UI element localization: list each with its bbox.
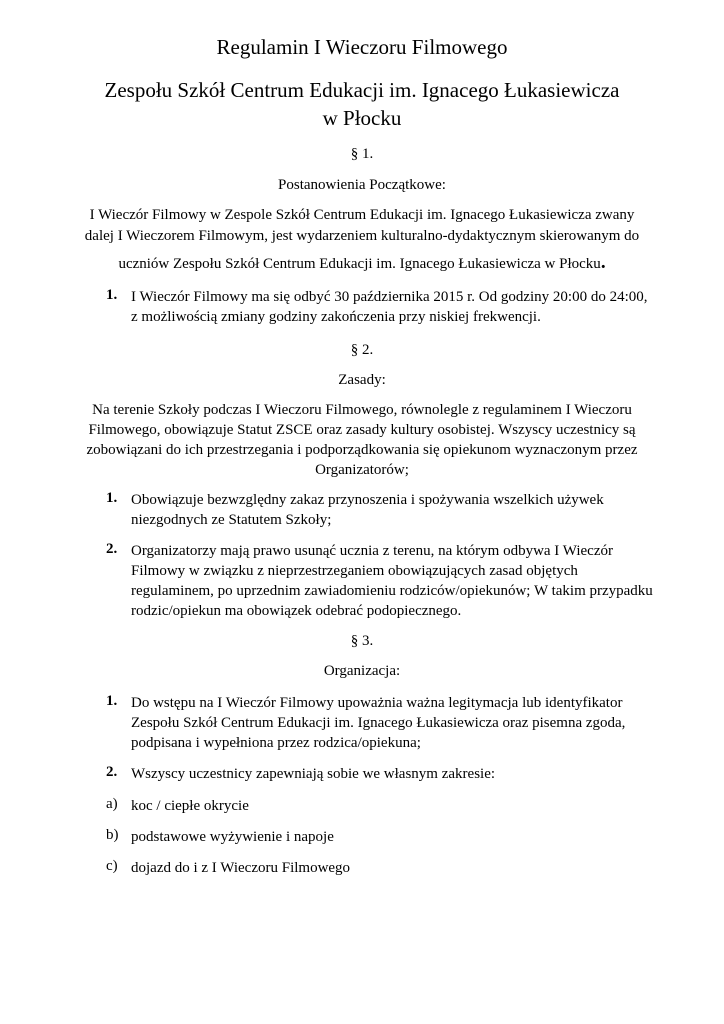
list-item	[131, 693, 625, 753]
list-item-line: Obowiązuje bezwzględny zakaz przynoszenia i spożywania wszelkich używek	[131, 492, 604, 508]
section-2-intro-line: zobowiązani do ich przestrzegania i podporządkowania się opiekunom wyznaczonym przez	[86, 442, 638, 458]
section-1-intro-period: .	[600, 252, 606, 273]
sublist-letter: a)	[106, 796, 118, 812]
sublist-letter: c)	[106, 858, 118, 874]
list-item-line: niezgodnych ze Statutem Szkoły;	[131, 512, 332, 528]
section-2-intro-line: Na terenie Szkoły podczas I Wieczoru Filmowego, równolegle z regulaminem I Wieczoru	[92, 402, 632, 418]
sublist-item: koc / ciepłe okrycie	[131, 798, 249, 814]
list-item-line: Zespołu Szkół Centrum Edukacji im. Ignacego Łukasiewicza oraz pisemna zgoda,	[131, 715, 626, 731]
list-item-line: z możliwością zmiany godziny zakończenia przy niskiej frekwencji.	[131, 309, 541, 325]
section-1-intro-line: I Wieczór Filmowy w Zespole Szkół Centrum Edukacji im. Ignacego Łukasiewicza zwany	[89, 207, 635, 223]
section-2-intro-line: Filmowego, obowiązuje Statut ZSCE oraz zasady kultury osobistej. Wszyscy uczestnicy są	[88, 422, 636, 438]
section-1-heading: Postanowienia Początkowe:	[278, 177, 446, 193]
document-title: Regulamin I Wieczoru Filmowego	[216, 35, 508, 59]
list-item	[131, 287, 648, 327]
list-number: 1.	[106, 490, 118, 506]
section-3-heading: Organizacja:	[323, 663, 401, 679]
list-item-line: Wszyscy uczestnicy zapewniają sobie we własnym zakresie:	[131, 766, 496, 782]
section-1-intro-line: dalej I Wieczorem Filmowym, jest wydarzeniem kulturalno-dydaktycznym skierowanym do	[84, 228, 640, 244]
list-item	[131, 764, 495, 784]
list-item-line: regulaminem, po uprzednim zawiadomieniu rodziców/opiekunów; W takim przypadku	[131, 583, 653, 599]
list-number: 2.	[106, 541, 118, 557]
list-item-line: Filmowy w związku z nieprzestrzeganiem obowiązujących zasad objętych	[131, 563, 578, 579]
section-2-symbol: § 2.	[350, 342, 374, 358]
sublist-letter: b)	[106, 827, 119, 843]
list-item	[131, 541, 653, 621]
list-number: 1.	[106, 287, 118, 303]
section-2-intro-line: Organizatorów;	[315, 462, 409, 478]
sublist-item: dojazd do i z I Wieczoru Filmowego	[131, 860, 351, 876]
section-1-intro-text: uczniów Zespołu Szkół Centrum Edukacji im. Ignacego Łukasiewicza w Płocku	[118, 256, 601, 272]
section-3-symbol: § 3.	[350, 633, 374, 649]
list-item-line: I Wieczór Filmowy ma się odbyć 30 października 2015 r. Od godziny 20:00 do 24:00,	[131, 289, 648, 305]
sublist-item: podstawowe wyżywienie i napoje	[131, 829, 334, 845]
section-2-heading: Zasady:	[338, 372, 386, 388]
list-item	[131, 490, 604, 530]
list-item-line: Organizatorzy mają prawo usunąć ucznia z terenu, na którym odbywa I Wieczór	[131, 543, 613, 559]
school-city: w Płocku	[322, 106, 402, 130]
list-item-line: rodzic/opiekun ma obowiązek odebrać podopiecznego.	[131, 603, 462, 619]
list-number: 2.	[106, 764, 118, 780]
list-item-line: podpisana i wypełniona przez rodzica/opiekuna;	[131, 735, 421, 751]
list-item-line: Do wstępu na I Wieczór Filmowy upoważnia ważna legitymacja lub identyfikator	[131, 695, 623, 711]
school-name: Zespołu Szkół Centrum Edukacji im. Ignacego Łukasiewicza	[104, 78, 620, 102]
list-number: 1.	[106, 693, 118, 709]
section-1-intro-line	[0, 252, 724, 274]
section-1-symbol: § 1.	[350, 146, 374, 162]
